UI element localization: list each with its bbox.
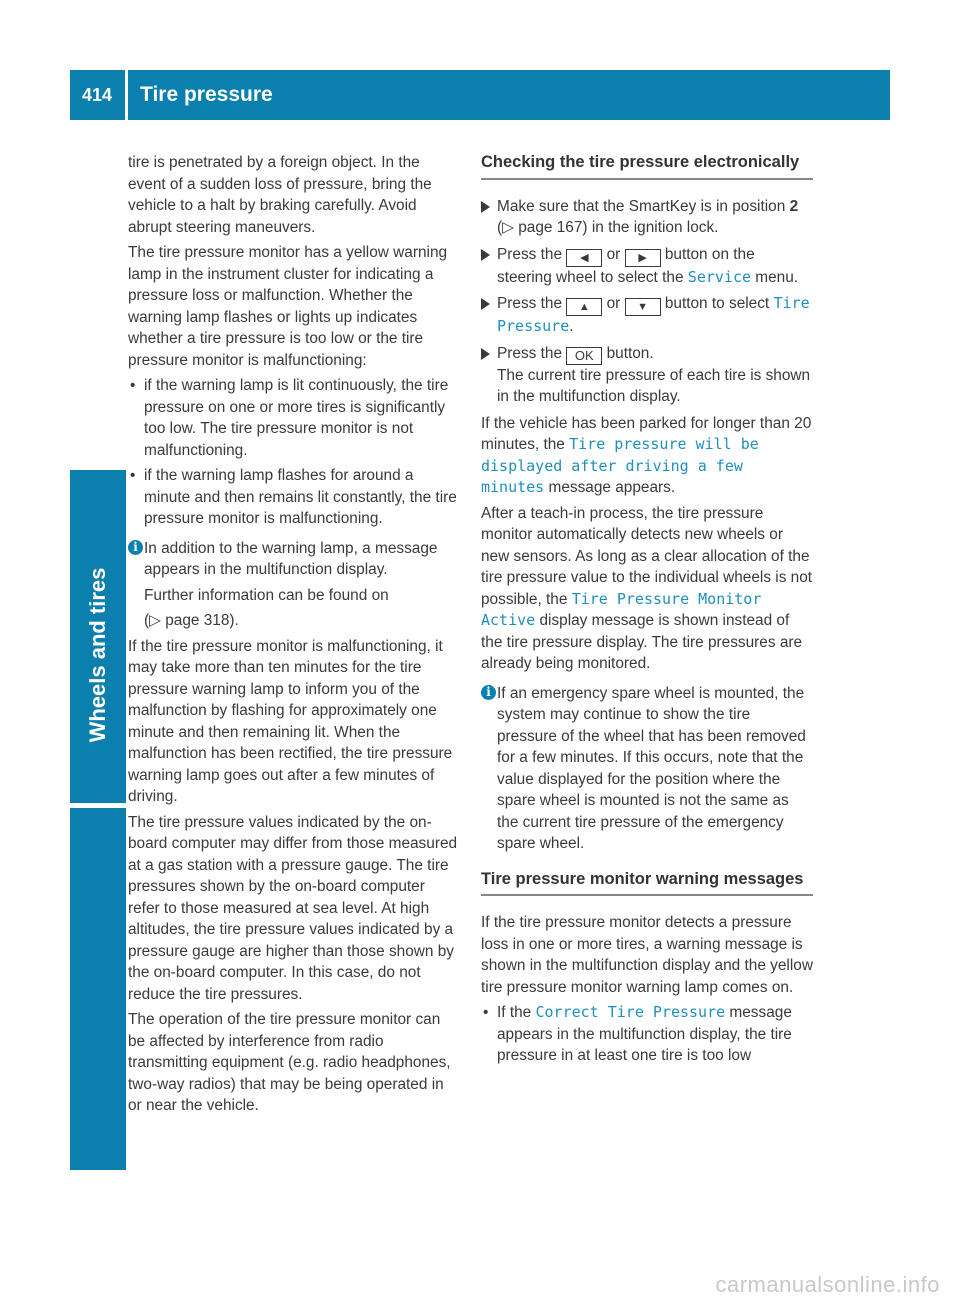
- instruction-step: Press the ◀ or ▶ button on the steering wheel to select the Service menu.: [481, 244, 813, 289]
- list-item: • if the warning lamp flashes for around a minute and then remains lit constantly, the tire pressure monitor is malfunctioning.: [130, 467, 457, 527]
- watermark: carmanualsonline.info: [715, 1272, 940, 1297]
- chapter-block: [70, 808, 126, 1170]
- display-text: Tire pressure will be displayed after driving a few minutes: [481, 435, 759, 496]
- display-text: Tire Pressure: [497, 294, 810, 335]
- instruction-step: Press the ▲ or ▼ button to select Tire Pressure.: [481, 293, 813, 338]
- info-note: i If an emergency spare wheel is mounted, the system may continue to show the tire pressure of the wheel that has been removed for a few minutes. If this occurs, note that the value displayed for the position where the spare wheel is mounted is not the same as the current tire pressure of the emergency spare wheel.: [481, 683, 813, 855]
- section-heading: Checking the tire pressure electronically: [481, 152, 813, 180]
- list-item: • if the warning lamp is lit continuously, the tire pressure on one or more tires is significantly too low. The tire pressure monitor is not malfunctioning.: [130, 377, 449, 459]
- step-arrow-icon: [481, 348, 490, 360]
- display-text: Correct Tire Pressure: [535, 1003, 726, 1021]
- left-column: [128, 152, 460, 1121]
- left-arrow-key-icon: ◀: [566, 249, 602, 267]
- page-number: 414: [82, 85, 113, 105]
- ok-key-icon: OK: [566, 347, 602, 365]
- info-icon: i: [481, 685, 496, 700]
- page-header: [70, 70, 890, 120]
- display-text: Service: [687, 267, 752, 286]
- paragraph: If the tire pressure monitor is malfunctioning, it may take more than ten minutes for the tire pressure warning lamp to inform you of the malfunction by flashing for approximately one minute and then remaining lit. When the malfunction has been rectified, the tire pressure warning lamp goes out after a few minutes of driving.: [128, 637, 453, 805]
- step-arrow-icon: [481, 201, 490, 213]
- paragraph: The operation of the tire pressure monitor can be affected by interference from radio transmitting equipment (e.g. radio headphones, two-way radios) that may be being operated in or near the vehicle.: [128, 1011, 451, 1114]
- paragraph: If the tire pressure monitor detects a pressure loss in one or more tires, a warning message is shown in the multifunction display and the yellow tire pressure monitor warning lamp comes on.: [481, 914, 813, 996]
- page-reference: (▷ page 318).: [144, 612, 239, 629]
- bullet-icon: •: [130, 467, 136, 484]
- paragraph: The tire pressure values indicated by the on-board computer may differ from those measured at a gas station with a pressure gauge. The tire pressures shown by the on-board computer refer to those measured at sea level. At high altitudes, the tire pressure values indicated by a pressure gauge are higher than those shown by the on-board computer. In this case, do not reduce the tire pressures.: [128, 813, 458, 1003]
- section-heading: Tire pressure monitor warning messages: [481, 869, 813, 897]
- bullet-icon: •: [130, 377, 136, 394]
- paragraph: tire is penetrated by a foreign object. In the event of a sudden loss of pressure, bring the vehicle to a halt by braking carefully. Avoid abrupt steering maneuvers.: [128, 154, 432, 236]
- right-arrow-key-icon: ▶: [625, 249, 661, 267]
- step-arrow-icon: [481, 249, 490, 261]
- paragraph: If the vehicle has been parked for longer than 20 minutes, the Tire pressure will be displayed after driving a few minutes message appears.: [481, 414, 812, 496]
- chapter-label: Wheels and tires: [85, 567, 110, 743]
- bullet-icon: •: [483, 1004, 489, 1021]
- info-icon: i: [128, 540, 143, 555]
- up-arrow-key-icon: ▲: [566, 298, 602, 316]
- header-separator: [125, 70, 128, 120]
- down-arrow-key-icon: ▼: [625, 298, 661, 316]
- list-item: • If the Correct Tire Pressure message appears in the multifunction display, the tire pressure in at least one tire is too low: [483, 1003, 792, 1064]
- paragraph: The tire pressure monitor has a yellow warning lamp in the instrument cluster for indicating a pressure loss or malfunction. Whether the warning lamp flashes or lights up indicates whether a tire pressure is too low or the tire pressure monitor is malfunctioning:: [128, 244, 448, 369]
- instruction-step: Press the OK button. The current tire pressure of each tire is shown in the multifunction display.: [481, 343, 813, 408]
- display-text: Tire Pressure Monitor Active: [481, 589, 762, 629]
- paragraph: After a teach-in process, the tire pressure monitor automatically detects new wheels or new sensors. As long as a clear allocation of the tire pressure value to the individual wheels is not possible, the Tire Pressure Monitor Active display message is shown instead of the tire pressure display. The tire pressures are already being monitored.: [481, 504, 813, 672]
- info-note: i In addition to the warning lamp, a message appears in the multifunction display. Further information can be found on (▷ page 318).: [128, 538, 460, 632]
- page-title: Tire pressure: [140, 83, 273, 106]
- step-arrow-icon: [481, 298, 490, 310]
- instruction-step: Make sure that the SmartKey is in position 2 (▷ page 167) in the ignition lock.: [481, 196, 813, 239]
- right-column: [481, 152, 813, 1071]
- step-result: The current tire pressure of each tire is shown in the multifunction display.: [497, 366, 811, 405]
